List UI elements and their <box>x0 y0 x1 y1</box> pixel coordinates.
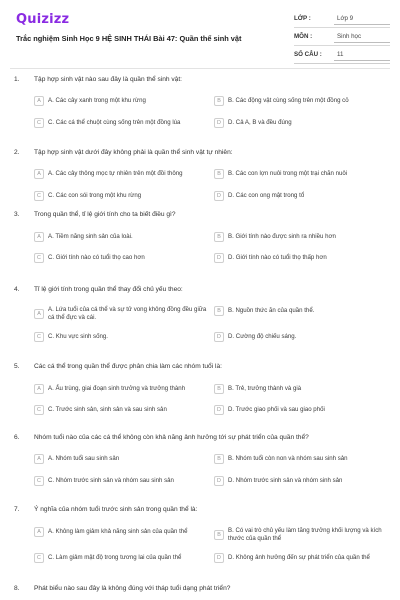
question-1 <box>0 76 400 136</box>
option-text: D. Giới tính nào có tuổi thọ thấp hơn <box>228 253 327 261</box>
option-letter-box[interactable]: A <box>34 96 44 106</box>
option-letter-box[interactable]: D <box>214 553 224 563</box>
worksheet-header <box>0 0 400 72</box>
question-text: Tập hợp sinh vật dưới đây không phải là quần thể sinh vật tự nhiên: <box>34 149 233 156</box>
option-text: D. Các con ong mật trong tổ <box>228 191 305 199</box>
option-letter-box[interactable]: B <box>214 384 224 394</box>
option-text: A. Không làm giảm khả năng sinh sản của quần thể <box>48 527 188 535</box>
option-text: C. Giới tính nào có tuổi thọ cao hơn <box>48 253 145 261</box>
answer-option-d[interactable] <box>214 191 394 201</box>
answer-option-d[interactable] <box>214 405 394 415</box>
meta-grade-row <box>294 10 390 28</box>
meta-grade-value: Lớp 9 <box>334 13 390 25</box>
meta-subject-row <box>294 28 390 46</box>
option-letter-box[interactable]: D <box>214 253 224 263</box>
question-4 <box>0 286 400 346</box>
answer-option-d[interactable] <box>214 118 394 128</box>
option-text: C. Khu vực sinh sống. <box>48 332 108 340</box>
option-text: A. Tiềm năng sinh sản của loài. <box>48 232 133 240</box>
answer-option-b[interactable] <box>214 454 394 464</box>
option-text: A. Lứa tuổi của cá thể và sự tử vong không đồng đều giữa cá thể đực và cái. <box>48 306 207 322</box>
meta-subject-value: Sinh học <box>334 31 390 43</box>
option-text: D. Không ảnh hưởng đến sự phát triển của quần thể <box>228 553 370 561</box>
question-number: 5. <box>14 363 20 370</box>
answer-option-c[interactable] <box>34 332 210 342</box>
option-letter-box[interactable]: C <box>34 118 44 128</box>
answer-option-a[interactable] <box>34 169 210 179</box>
option-text: A. Ấu trùng, giai đoạn sinh trưởng và trưởng thành <box>48 384 186 392</box>
option-letter-box[interactable]: A <box>34 169 44 179</box>
option-letter-box[interactable]: D <box>214 405 224 415</box>
header-divider <box>10 68 390 69</box>
question-number: 1. <box>14 76 20 83</box>
question-text: Phát biểu nào sau đây là không đúng với tháp tuổi dạng phát triển? <box>34 585 231 592</box>
question-number: 3. <box>14 211 20 218</box>
option-letter-box[interactable]: C <box>34 332 44 342</box>
question-text: Các cá thể trong quần thể được phân chia làm các nhóm tuổi là: <box>34 363 222 370</box>
question-6 <box>0 434 400 494</box>
option-text: C. Các con sói trong một khu rừng <box>48 191 142 199</box>
option-text: A. Các cây thông mọc tự nhiên trên một đồi thông <box>48 169 183 177</box>
question-text: Ý nghĩa của nhóm tuổi trước sinh sản trong quần thể là: <box>34 506 198 513</box>
answer-option-d[interactable] <box>214 332 394 342</box>
question-7 <box>0 506 400 566</box>
option-letter-box[interactable]: D <box>214 332 224 342</box>
option-letter-box[interactable]: A <box>34 454 44 464</box>
question-5 <box>0 363 400 423</box>
question-number: 2. <box>14 149 20 156</box>
option-letter-box[interactable]: C <box>34 191 44 201</box>
option-text: B. Có vai trò chủ yếu làm tăng trưởng khối lượng và kích thước của quần thể <box>228 527 382 543</box>
option-letter-box[interactable]: D <box>214 118 224 128</box>
question-text: Trong quần thể, tỉ lệ giới tính cho ta biết điều gì? <box>34 211 176 218</box>
worksheet-title: Trắc nghiệm Sinh Học 9 HỆ SINH THÁI Bài 47: Quần thể sinh vật <box>16 34 242 43</box>
option-letter-box[interactable]: C <box>34 405 44 415</box>
option-text: C. Các cá thể chuột cùng sống trên một đồng lúa <box>48 118 181 126</box>
option-text: B. Các con lợn nuôi trong một trại chăn nuôi <box>228 169 348 177</box>
option-text: B. Các động vật cùng sống trên một đồng cỏ <box>228 96 349 104</box>
answer-option-c[interactable] <box>34 118 210 128</box>
answer-option-b[interactable] <box>214 232 394 242</box>
answer-option-c[interactable] <box>34 553 210 563</box>
answer-option-d[interactable] <box>214 553 394 563</box>
option-letter-box[interactable]: A <box>34 309 44 319</box>
worksheet-meta <box>294 10 390 64</box>
option-letter-box[interactable]: C <box>34 253 44 263</box>
answer-option-b[interactable] <box>214 96 394 106</box>
answer-option-c[interactable] <box>34 405 210 415</box>
option-letter-box[interactable]: B <box>214 169 224 179</box>
answer-option-b[interactable] <box>214 384 394 394</box>
option-text: D. Trước giao phối và sau giao phối <box>228 405 325 413</box>
option-text: D. Cả A, B và đều đúng <box>228 118 292 126</box>
option-text: C. Nhóm trước sinh sản và nhóm sau sinh sản <box>48 476 174 484</box>
answer-option-a[interactable] <box>34 306 210 322</box>
answer-option-b[interactable] <box>214 169 394 179</box>
option-letter-box[interactable]: A <box>34 527 44 537</box>
meta-grade-label: LỚP : <box>294 15 311 22</box>
answer-option-a[interactable] <box>34 527 210 537</box>
option-letter-box[interactable]: B <box>214 530 224 540</box>
question-number: 8. <box>14 585 20 592</box>
option-text: D. Cường độ chiếu sáng. <box>228 332 297 340</box>
option-text: B. Giới tính nào được sinh ra nhiều hơn <box>228 232 336 240</box>
question-2 <box>0 149 400 209</box>
meta-count-row <box>294 46 390 64</box>
question-text: Tập hợp sinh vật nào sau đây là quần thể sinh vật: <box>34 76 183 83</box>
option-letter-box[interactable]: C <box>34 553 44 563</box>
option-text: D. Nhóm trước sinh sản và nhóm sinh sản <box>228 476 343 484</box>
meta-count-value: 11 <box>334 49 390 61</box>
answer-option-c[interactable] <box>34 191 210 201</box>
option-text: B. Trẻ, trưởng thành và già <box>228 384 302 392</box>
question-8 <box>0 585 400 600</box>
option-text: A. Nhóm tuổi sau sinh sản <box>48 454 120 462</box>
question-number: 7. <box>14 506 20 513</box>
answer-option-d[interactable] <box>214 476 394 486</box>
option-letter-box[interactable]: C <box>34 476 44 486</box>
answer-option-d[interactable] <box>214 253 394 263</box>
option-text: C. Trước sinh sản, sinh sản và sau sinh sản <box>48 405 167 413</box>
option-letter-box[interactable]: B <box>214 96 224 106</box>
option-letter-box[interactable]: B <box>214 454 224 464</box>
meta-count-label: SỐ CÂU : <box>294 51 322 58</box>
quizizz-logo[interactable]: Quizizz <box>16 12 70 27</box>
option-text: B. Nhóm tuổi còn non và nhóm sau sinh sản <box>228 454 348 462</box>
meta-subject-label: MÔN : <box>294 33 313 40</box>
option-letter-box[interactable]: B <box>214 232 224 242</box>
answer-option-c[interactable] <box>34 476 210 486</box>
answer-option-a[interactable] <box>34 232 210 242</box>
option-text: A. Các cây xanh trong một khu rừng <box>48 96 146 104</box>
question-text: Nhóm tuổi nào của các cá thể không còn khả năng ảnh hưởng tới sự phát triển của quần thể? <box>34 434 309 441</box>
option-letter-box[interactable]: B <box>214 306 224 316</box>
answer-option-a[interactable] <box>34 384 210 394</box>
answer-option-b[interactable] <box>214 306 394 316</box>
answer-option-b[interactable] <box>214 527 394 543</box>
option-text: B. Nguồn thức ăn của quần thể. <box>228 306 315 314</box>
answer-option-a[interactable] <box>34 454 210 464</box>
question-text: Tỉ lệ giới tính trong quần thể thay đổi chủ yếu theo: <box>34 286 183 293</box>
question-number: 6. <box>14 434 20 441</box>
question-3 <box>0 211 400 271</box>
answer-option-c[interactable] <box>34 253 210 263</box>
option-letter-box[interactable]: D <box>214 476 224 486</box>
option-letter-box[interactable]: D <box>214 191 224 201</box>
option-letter-box[interactable]: A <box>34 384 44 394</box>
answer-option-a[interactable] <box>34 96 210 106</box>
option-text: C. Làm giảm mật độ trong tương lai của quần thể <box>48 553 182 561</box>
question-number: 4. <box>14 286 20 293</box>
option-letter-box[interactable]: A <box>34 232 44 242</box>
